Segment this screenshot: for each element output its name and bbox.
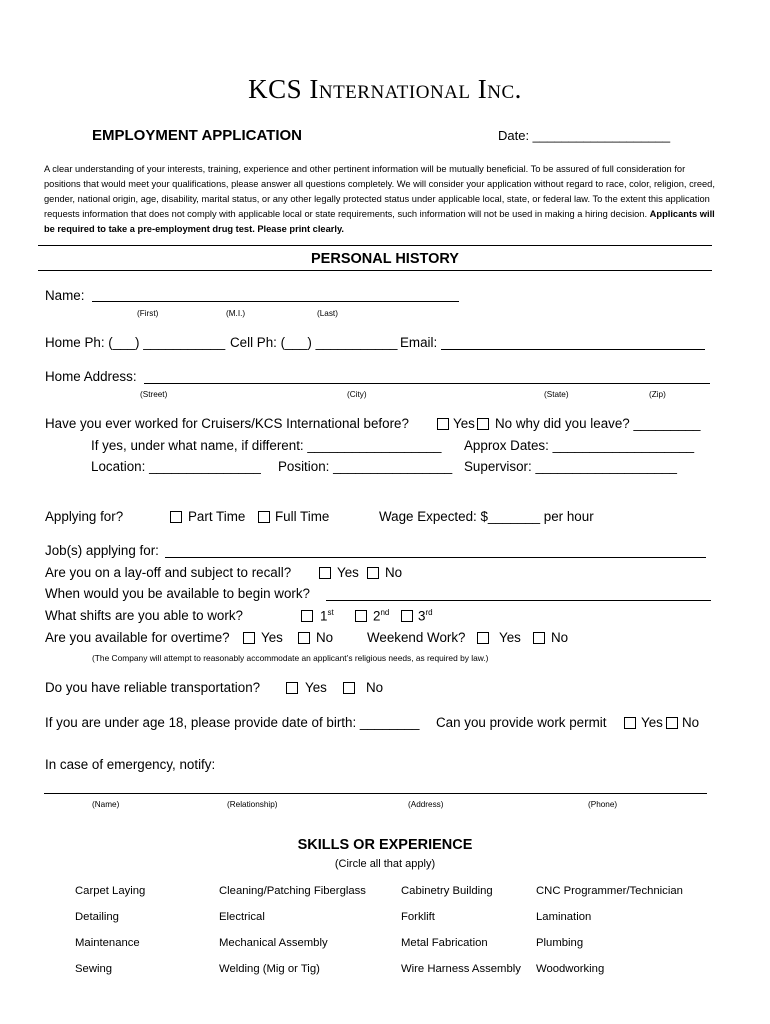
shift-2-label: 2nd: [373, 608, 390, 624]
skill-item[interactable]: Mechanical Assembly: [219, 937, 328, 949]
intro-bold-text: Applicants will be required to take a pre-employment drug test. Please print clearly.: [44, 209, 715, 234]
layoff-yes-label: Yes: [337, 565, 359, 580]
section-rule-top: [38, 245, 712, 246]
part-time-checkbox[interactable]: [170, 511, 182, 523]
location-field[interactable]: Location: _______________: [91, 459, 261, 474]
begin-work-label: When would you be available to begin work?: [45, 586, 311, 601]
emergency-sub-relationship: (Relationship): [227, 800, 278, 809]
address-sub-city: (City): [347, 390, 367, 399]
supervisor-field[interactable]: Supervisor: ___________________: [464, 459, 677, 474]
layoff-yes-checkbox[interactable]: [319, 567, 331, 579]
work-permit-label: Can you provide work permit: [436, 715, 607, 730]
wage-expected-field[interactable]: Wage Expected: $_______ per hour: [379, 509, 594, 524]
overtime-label: Are you available for overtime?: [45, 630, 230, 645]
skill-item[interactable]: Metal Fabrication: [401, 937, 488, 949]
overtime-yes-checkbox[interactable]: [243, 632, 255, 644]
skill-item[interactable]: Cleaning/Patching Fiberglass: [219, 885, 366, 897]
overtime-no-checkbox[interactable]: [298, 632, 310, 644]
skill-item[interactable]: Detailing: [75, 911, 119, 923]
approx-dates-field[interactable]: Approx Dates: ___________________: [464, 438, 695, 453]
position-field[interactable]: Position: ________________: [278, 459, 453, 474]
intro-text: A clear understanding of your interests, training, experience and other pertinent information will be mutually beneficial. To be assured of full consideration for positions that would meet your qualifications, please answer all questions completely. We will consider your application without regard to race, color, religion, creed, gender, national origin, age, disability, marital status, or any other legally protected status under applicable local, state, or federal law. To the extent this application requests information that does not comply with applicable local or state requirements, such information will not be used in making a hiring decision.: [44, 164, 715, 219]
worked-before-label: Have you ever worked for Cruisers/KCS International before?: [45, 416, 409, 431]
skill-item[interactable]: Carpet Laying: [75, 885, 146, 897]
email-input-line[interactable]: [441, 349, 705, 350]
name-sub-first: (First): [137, 309, 159, 318]
skill-item[interactable]: Lamination: [536, 911, 592, 923]
layoff-label: Are you on a lay-off and subject to recall?: [45, 565, 292, 580]
intro-paragraph: [44, 162, 724, 237]
skill-item[interactable]: Maintenance: [75, 937, 140, 949]
weekend-no-checkbox[interactable]: [533, 632, 545, 644]
skill-item[interactable]: Forklift: [401, 911, 435, 923]
work-permit-no-checkbox[interactable]: [666, 717, 678, 729]
emergency-sub-address: (Address): [408, 800, 444, 809]
address-sub-street: (Street): [140, 390, 168, 399]
skill-item[interactable]: Sewing: [75, 963, 113, 975]
cell-phone-field[interactable]: Cell Ph: (___) ___________: [230, 335, 398, 350]
skill-item[interactable]: Electrical: [219, 911, 265, 923]
skill-item[interactable]: Cabinetry Building: [401, 885, 493, 897]
shift-3-checkbox[interactable]: [401, 610, 413, 622]
work-permit-yes-label: Yes: [641, 715, 663, 730]
skills-subheading: (Circle all that apply): [334, 858, 436, 870]
skill-item[interactable]: Woodworking: [536, 963, 605, 975]
home-phone-field[interactable]: Home Ph: (___) ___________: [45, 335, 226, 350]
emergency-contact-input-line[interactable]: [44, 793, 707, 794]
transportation-yes-checkbox[interactable]: [286, 682, 298, 694]
transportation-label: Do you have reliable transportation?: [45, 680, 261, 695]
full-time-label: Full Time: [275, 509, 330, 524]
name-input-line[interactable]: [92, 301, 459, 302]
no-why-leave-field[interactable]: No why did you leave? _________: [495, 416, 701, 431]
skill-item[interactable]: Welding (Mig or Tig): [219, 963, 320, 975]
date-of-birth-field[interactable]: If you are under age 18, please provide date of birth: ________: [45, 715, 420, 730]
previous-name-field[interactable]: If yes, under what name, if different: __________________: [91, 438, 442, 453]
jobs-applying-input-line[interactable]: [165, 557, 706, 558]
address-label: Home Address:: [45, 369, 137, 384]
weekend-no-label: No: [551, 630, 569, 645]
part-time-label: Part Time: [188, 509, 246, 524]
overtime-yes-label: Yes: [261, 630, 283, 645]
worked-before-yes-label: Yes: [453, 416, 475, 431]
transportation-no-checkbox[interactable]: [343, 682, 355, 694]
skills-heading: SKILLS OR EXPERIENCE: [297, 837, 473, 853]
work-permit-no-label: No: [682, 715, 700, 730]
weekend-yes-checkbox[interactable]: [477, 632, 489, 644]
weekend-work-label: Weekend Work?: [367, 630, 466, 645]
name-sub-last: (Last): [317, 309, 338, 318]
overtime-no-label: No: [316, 630, 334, 645]
date-field[interactable]: Date: ___________________: [498, 128, 671, 143]
shift-1-checkbox[interactable]: [301, 610, 313, 622]
address-sub-state: (State): [544, 390, 569, 399]
shifts-label: What shifts are you able to work?: [45, 608, 243, 623]
shift-3-label: 3rd: [418, 608, 433, 624]
address-input-line[interactable]: [144, 383, 710, 384]
transportation-yes-label: Yes: [305, 680, 327, 695]
address-sub-zip: (Zip): [649, 390, 666, 399]
religious-note: (The Company will attempt to reasonably accommodate an applicant’s religious needs, as required by law.): [92, 653, 489, 663]
worked-before-no-checkbox[interactable]: [477, 418, 489, 430]
section-rule-bottom: [38, 270, 712, 271]
layoff-no-checkbox[interactable]: [367, 567, 379, 579]
jobs-applying-label: Job(s) applying for:: [45, 543, 159, 558]
emergency-contact-label: In case of emergency, notify:: [45, 757, 216, 772]
shift-1-label: 1st: [320, 608, 334, 624]
skill-item[interactable]: Plumbing: [536, 937, 584, 949]
company-name: KCS International Inc.: [248, 74, 522, 104]
begin-work-input-line[interactable]: [326, 600, 711, 601]
name-sub-mi: (M.I.): [226, 309, 246, 318]
form-title: EMPLOYMENT APPLICATION: [92, 127, 302, 144]
shift-2-checkbox[interactable]: [355, 610, 367, 622]
emergency-sub-name: (Name): [92, 800, 120, 809]
transportation-no-label: No: [366, 680, 384, 695]
work-permit-yes-checkbox[interactable]: [624, 717, 636, 729]
applying-for-label: Applying for?: [45, 509, 124, 524]
email-label: Email:: [400, 335, 438, 350]
full-time-checkbox[interactable]: [258, 511, 270, 523]
emergency-sub-phone: (Phone): [588, 800, 618, 809]
skill-item[interactable]: Wire Harness Assembly: [401, 963, 521, 975]
worked-before-yes-checkbox[interactable]: [437, 418, 449, 430]
layoff-no-label: No: [385, 565, 403, 580]
personal-history-heading: PERSONAL HISTORY: [311, 251, 459, 267]
skill-item[interactable]: CNC Programmer/Technician: [536, 885, 683, 897]
weekend-yes-label: Yes: [499, 630, 521, 645]
name-label: Name:: [45, 288, 85, 303]
